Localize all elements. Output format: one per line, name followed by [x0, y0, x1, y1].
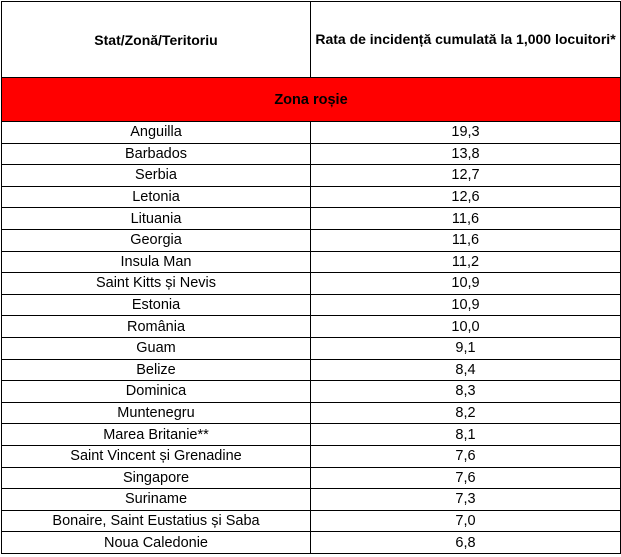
rate-cell: 6,8 — [311, 532, 621, 554]
table-row — [2, 489, 621, 511]
rate-cell: 19,3 — [311, 122, 621, 144]
rate-cell: 7,6 — [311, 467, 621, 489]
country-cell: Marea Britanie** — [2, 424, 311, 446]
header-country: Stat/Zonă/Teritoriu — [2, 2, 311, 78]
rate-cell: 12,6 — [311, 186, 621, 208]
table-row — [2, 337, 621, 359]
table-row — [2, 424, 621, 446]
table-row — [2, 165, 621, 187]
rate-cell: 8,3 — [311, 381, 621, 403]
country-cell: Bonaire, Saint Eustatius și Saba — [2, 510, 311, 532]
rate-cell: 10,0 — [311, 316, 621, 338]
incidence-table — [1, 1, 621, 554]
country-cell: Anguilla — [2, 122, 311, 144]
rate-cell: 8,2 — [311, 402, 621, 424]
table-row — [2, 381, 621, 403]
zone-row — [2, 78, 621, 122]
table-row — [2, 186, 621, 208]
rate-cell: 9,1 — [311, 337, 621, 359]
rate-cell: 12,7 — [311, 165, 621, 187]
country-cell: România — [2, 316, 311, 338]
table-row — [2, 316, 621, 338]
country-cell: Muntenegru — [2, 402, 311, 424]
rate-cell: 7,3 — [311, 489, 621, 511]
rate-cell: 7,0 — [311, 510, 621, 532]
rate-cell: 11,6 — [311, 208, 621, 230]
country-cell: Lituania — [2, 208, 311, 230]
header-row — [2, 2, 621, 78]
country-cell: Georgia — [2, 229, 311, 251]
rate-cell: 11,6 — [311, 229, 621, 251]
rate-cell: 8,4 — [311, 359, 621, 381]
rate-cell: 8,1 — [311, 424, 621, 446]
table-row — [2, 122, 621, 144]
country-cell: Serbia — [2, 165, 311, 187]
rate-cell: 11,2 — [311, 251, 621, 273]
country-cell: Dominica — [2, 381, 311, 403]
country-cell: Suriname — [2, 489, 311, 511]
table-row — [2, 251, 621, 273]
table-row — [2, 402, 621, 424]
table-row — [2, 143, 621, 165]
table-row — [2, 294, 621, 316]
country-cell: Saint Kitts și Nevis — [2, 273, 311, 295]
country-cell: Insula Man — [2, 251, 311, 273]
rate-cell: 10,9 — [311, 273, 621, 295]
rate-cell: 10,9 — [311, 294, 621, 316]
header-rate: Rata de incidență cumulată la 1,000 locuitori* — [311, 2, 621, 78]
country-cell: Guam — [2, 337, 311, 359]
rate-cell: 13,8 — [311, 143, 621, 165]
country-cell: Noua Caledonie — [2, 532, 311, 554]
table-row — [2, 532, 621, 554]
country-cell: Singapore — [2, 467, 311, 489]
table-body — [2, 78, 621, 554]
country-cell: Letonia — [2, 186, 311, 208]
country-cell: Belize — [2, 359, 311, 381]
country-cell: Estonia — [2, 294, 311, 316]
table-row — [2, 208, 621, 230]
table-row — [2, 510, 621, 532]
table-row — [2, 273, 621, 295]
table-row — [2, 359, 621, 381]
table-row — [2, 445, 621, 467]
rate-cell: 7,6 — [311, 445, 621, 467]
zone-label: Zona roșie — [2, 78, 621, 122]
country-cell: Barbados — [2, 143, 311, 165]
table-row — [2, 467, 621, 489]
country-cell: Saint Vincent și Grenadine — [2, 445, 311, 467]
table-row — [2, 229, 621, 251]
